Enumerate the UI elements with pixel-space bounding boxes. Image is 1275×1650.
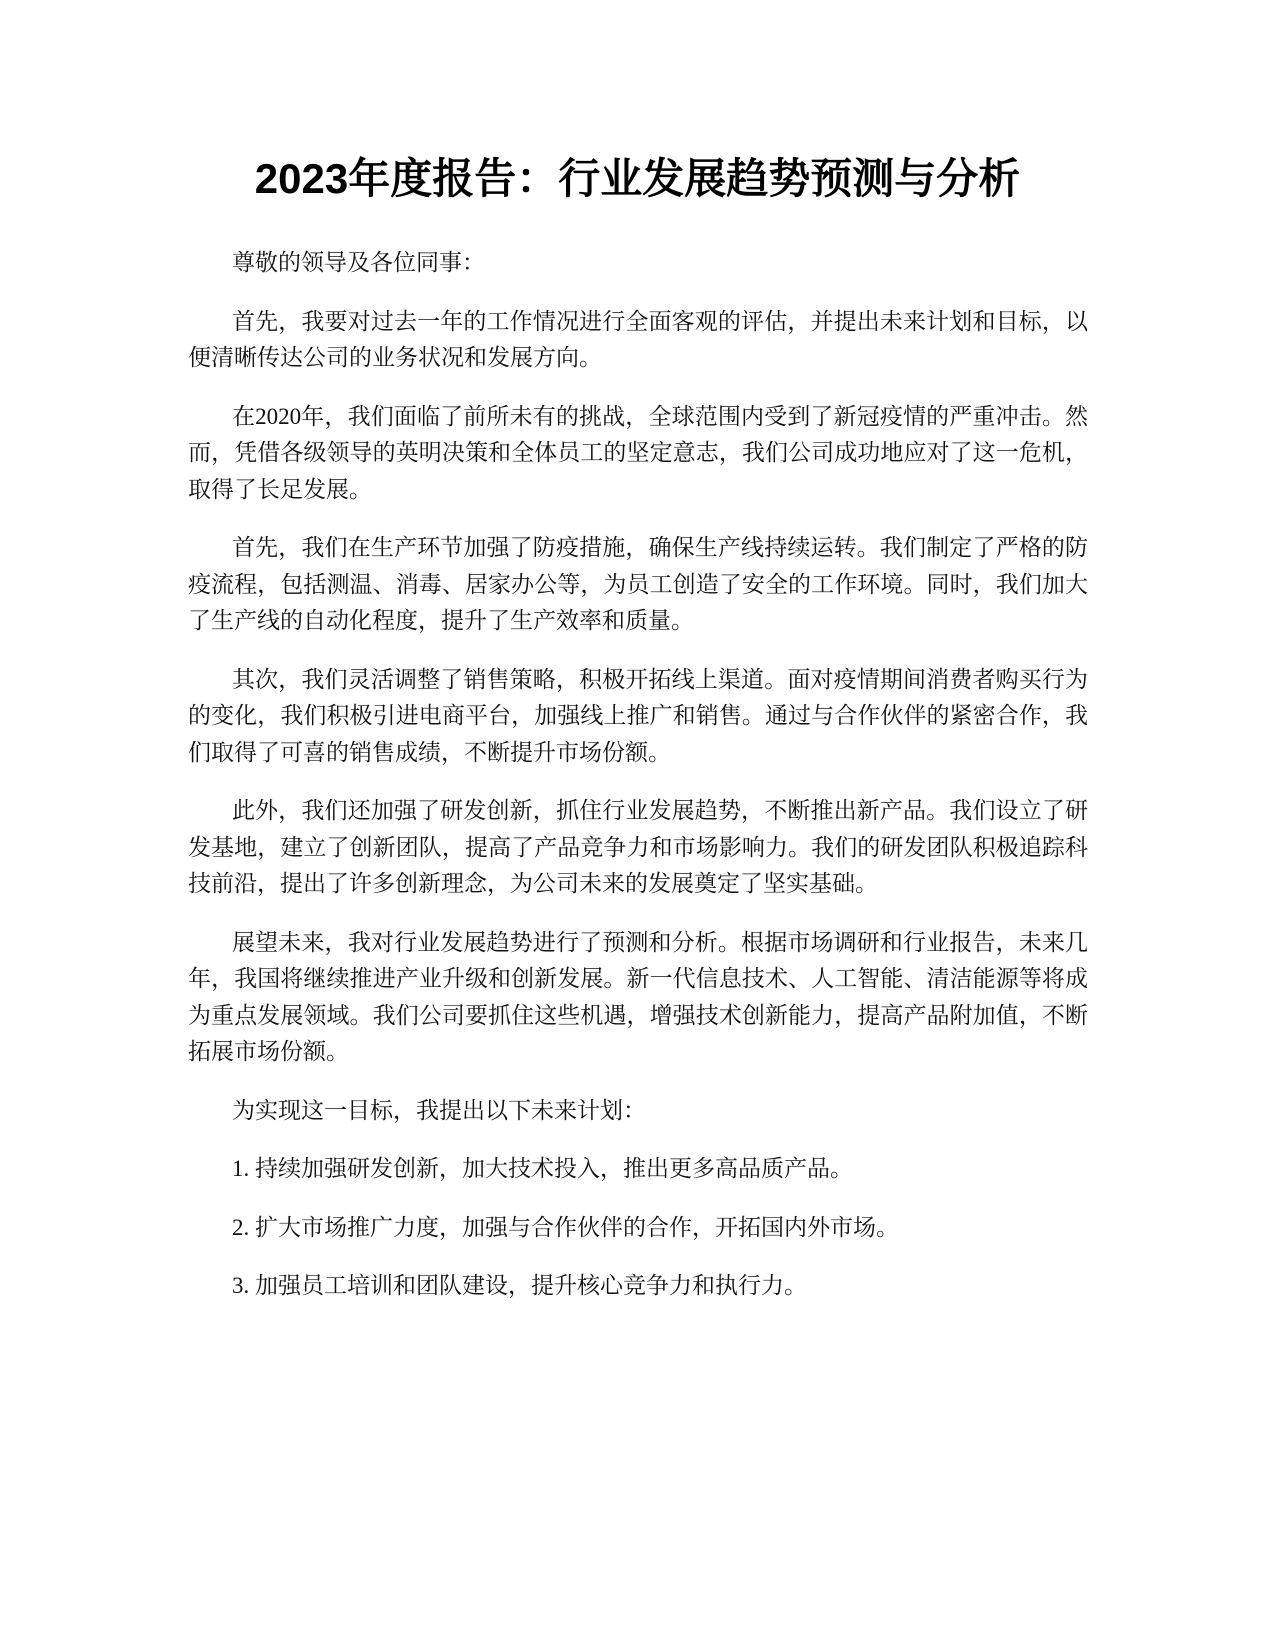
plan-item-3: 3. 加强员工培训和团队建设，提升核心竞争力和执行力。 — [232, 1273, 807, 1298]
paragraph-outlook: 展望未来，我对行业发展趋势进行了预测和分析。根据市场调研和行业报告，未来几年，我国将继续推进产业升级和创新发展。新一代信息技术、人工智能、清洁能源等将成为重点发展领域。我们公司要抓住这些机遇，增强技术创新能力，提高产品附加值，不断拓展市场份额。 — [188, 929, 1088, 1064]
paragraph-sales: 其次，我们灵活调整了销售策略，积极开拓线上渠道。面对疫情期间消费者购买行为的变化，我们积极引进电商平台，加强线上推广和销售。通过与合作伙伴的紧密合作，我们取得了可喜的销售成绩，不断提升市场份额。 — [188, 666, 1088, 765]
paragraph-plan-intro: 为实现这一目标，我提出以下未来计划： — [232, 1097, 646, 1123]
plan-item-1: 1. 持续加强研发创新，加大技术投入，推出更多高品质产品。 — [232, 1156, 853, 1181]
plan-item-2: 2. 扩大市场推广力度，加强与合作伙伴的合作，开拓国内外市场。 — [232, 1214, 899, 1240]
paragraph-2020-challenge: 在2020年，我们面临了前所未有的挑战，全球范围内受到了新冠疫情的严重冲击。然而，凭借各级领导的英明决策和全体员工的坚定意志，我们公司成功地应对了这一危机，取得了长足发展。 — [188, 403, 1088, 502]
paragraph-intro: 首先，我要对过去一年的工作情况进行全面客观的评估，并提出未来计划和目标，以便清晰传达公司的业务状况和发展方向。 — [188, 308, 1088, 370]
paragraph-production: 首先，我们在生产环节加强了防疫措施，确保生产线持续运转。我们制定了严格的防疫流程，包括测温、消毒、居家办公等，为员工创造了安全的工作环境。同时，我们加大了生产线的自动化程度，提升了生产效率和质量。 — [188, 535, 1088, 633]
document-body — [188, 245, 1088, 1327]
paragraph-rnd: 此外，我们还加强了研发创新，抓住行业发展趋势，不断推出新产品。我们设立了研发基地，建立了创新团队，提高了产品竞争力和市场影响力。我们的研发团队积极追踪科技前沿，提出了许多创新理念，为公司未来的发展奠定了坚实基础。 — [188, 798, 1088, 896]
salutation: 尊敬的领导及各位同事： — [232, 250, 485, 275]
document-title: 2023年度报告：行业发展趋势预测与分析 — [254, 155, 1021, 202]
